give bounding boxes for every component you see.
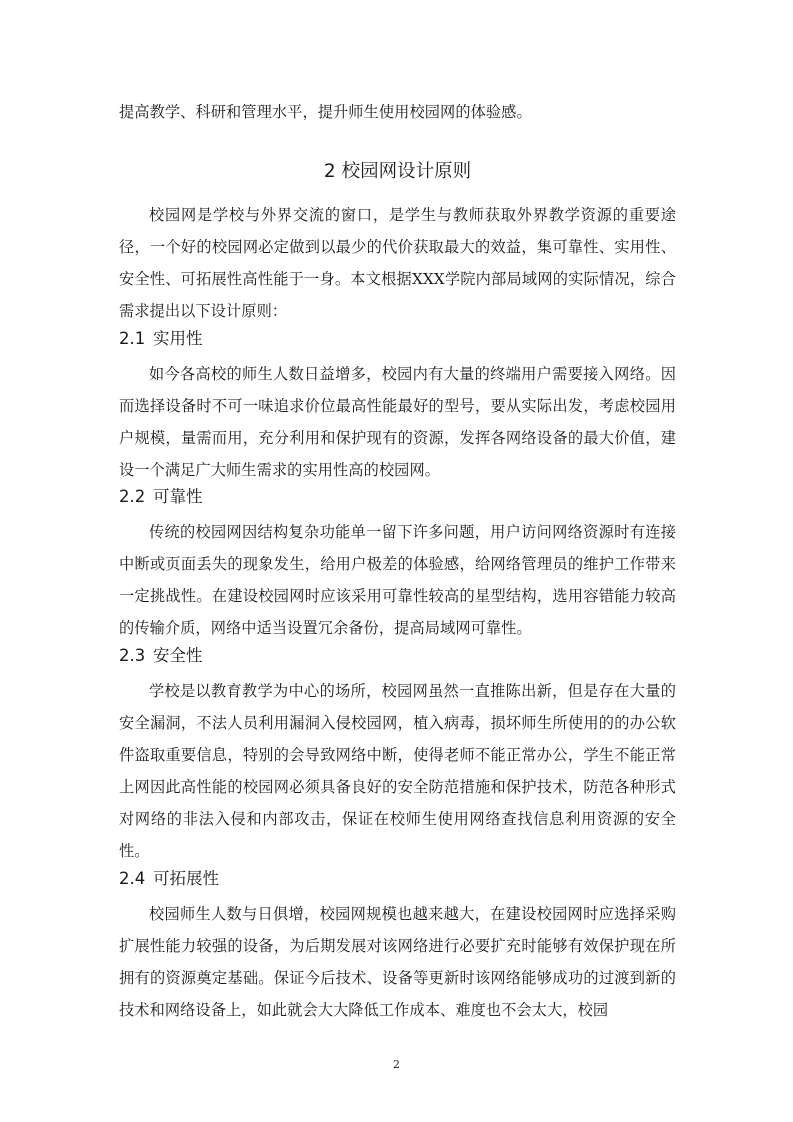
section-heading-2-4 bbox=[119, 866, 676, 892]
page-number: 2 bbox=[393, 1058, 400, 1071]
section-paragraph-2-2: 传统的校园网因结构复杂功能单一留下许多问题，用户访问网络资源时有连接中断或页面丢失的现象发生，给用户极差的体验感，给网络管理员的维护工作带来一定挑战性。在建设校园网时应该采用可靠性较高的星型结构，选用容错能力较高的传输介质，网络中适当设置冗余备份，提高局域网可靠性。 bbox=[119, 523, 676, 637]
intro-tail-paragraph: 提高教学、科研和管理水平，提升师生使用校园网的体验感。 bbox=[119, 103, 532, 121]
section-number: 2.2 bbox=[119, 487, 146, 506]
chapter-intro-paragraph: 校园网是学校与外界交流的窗口，是学生与教师获取外界教学资源的重要途径，一个好的校园网必定做到以最少的代价获取最大的效益，集可靠性、实用性、安全性、可拓展性高性能于一身。本文根据XXX学院内部局域网的实际情况，综合需求提出以下设计原则： bbox=[119, 206, 676, 320]
section-title: 安全性 bbox=[153, 646, 203, 665]
section-paragraph-2-1: 如今各高校的师生人数日益增多，校园内有大量的终端用户需要接入网络。因而选择设备时不可一味追求价位最高性能最好的型号，要从实际出发，考虑校园用户规模，量需而用，充分利用和保护现有的资源，发挥各网络设备的最大价值，建设一个满足广大师生需求的实用性高的校园网。 bbox=[119, 365, 676, 479]
section-paragraph-2-4: 校园师生人数与日俱增，校园网规模也越来越大，在建设校园网时应选择采购扩展性能力较强的设备，为后期发展对该网络进行必要扩充时能够有效保护现在所拥有的资源奠定基础。保证今后技术、设备等更新时该网络能够成功的过渡到新的技术和网络设备上，如此就会大大降低工作成本、难度也不会太大，校园 bbox=[119, 905, 676, 1019]
section-heading-2-3 bbox=[119, 643, 676, 669]
section-number: 2.4 bbox=[119, 869, 146, 888]
chapter-title: 2 校园网设计原则 bbox=[323, 161, 472, 182]
section-paragraph-2-3: 学校是以教育教学为中心的场所，校园网虽然一直推陈出新，但是存在大量的安全漏洞，不法人员利用漏洞入侵校园网，植入病毒，损坏师生所使用的的办公软件盗取重要信息，特别的会导致网络中断，使得老师不能正常办公，学生不能正常上网因此高性能的校园网必须具备良好的安全防范措施和保护技术，防范各种形式对网络的非法入侵和内部攻击，保证在校师生使用网络查找信息利用资源的安全性。 bbox=[119, 682, 676, 860]
section-number: 2.1 bbox=[119, 329, 146, 348]
section-title: 可靠性 bbox=[153, 487, 203, 506]
section-title: 实用性 bbox=[153, 329, 203, 348]
section-number: 2.3 bbox=[119, 646, 146, 665]
section-title: 可拓展性 bbox=[153, 869, 219, 888]
section-heading-2-2 bbox=[119, 484, 676, 510]
section-heading-2-1 bbox=[119, 326, 676, 352]
